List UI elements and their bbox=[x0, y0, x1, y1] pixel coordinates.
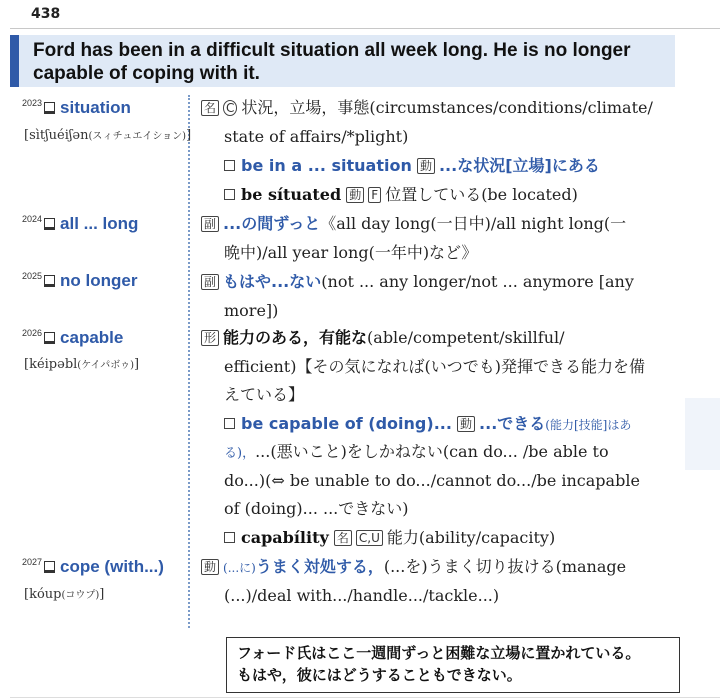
checkbox-icon[interactable] bbox=[44, 561, 55, 573]
definition-text: 状況，立場，事態(circumstances/conditions/climate/ bbox=[241, 98, 653, 117]
phrase-line bbox=[224, 413, 631, 436]
form-tag: F bbox=[368, 187, 381, 203]
column-divider bbox=[188, 95, 190, 628]
entry-headword-situation bbox=[22, 98, 131, 118]
checkbox-icon[interactable] bbox=[224, 189, 235, 200]
definition-text: of (doing)... ...できない) bbox=[224, 499, 409, 518]
headword: capable bbox=[60, 328, 124, 347]
noun-tag: 名 bbox=[201, 100, 219, 116]
page-edge-shade bbox=[685, 398, 720, 470]
bottom-rule bbox=[10, 697, 720, 698]
definition-line bbox=[201, 556, 626, 579]
pronunciation bbox=[24, 586, 104, 602]
definition-text: do...)(⇔ be unable to do.../cannot do.../be incapable bbox=[224, 471, 640, 490]
adjective-tag: 形 bbox=[201, 330, 219, 346]
meaning: 能力のある，有能な bbox=[223, 328, 368, 347]
phrase-note: (能力[技能]はあ bbox=[545, 418, 632, 432]
definition-text: (...)/deal with.../handle.../tackle...) bbox=[224, 586, 500, 605]
adverb-tag: 副 bbox=[201, 274, 219, 290]
phrase-meaning: ...な状況[立場]にある bbox=[438, 156, 600, 175]
pron-end: ] bbox=[134, 357, 140, 372]
definition-line bbox=[201, 271, 634, 293]
verb-tag: 動 bbox=[346, 187, 364, 203]
definition-text: 能力(ability/capacity) bbox=[386, 528, 556, 547]
entry-number: 2025 bbox=[22, 271, 43, 282]
pron-kana: (コウプ) bbox=[61, 590, 100, 601]
definition-line bbox=[201, 97, 653, 119]
definition-line bbox=[224, 498, 409, 520]
entry-number: 2027 bbox=[22, 557, 43, 568]
definition-line bbox=[224, 126, 408, 148]
noun-tag: 名 bbox=[334, 530, 352, 546]
pron-end: ] bbox=[99, 587, 105, 602]
pronunciation bbox=[24, 127, 191, 143]
verb-tag: 動 bbox=[201, 559, 219, 575]
definition-line bbox=[224, 384, 304, 406]
example-sentence-box bbox=[10, 35, 675, 87]
translation-line-2: もはや，彼にはどうすることもできない。 bbox=[237, 666, 522, 684]
pron-ipa: [sìtʃuéiʃən bbox=[24, 128, 89, 143]
definition-text: state of affairs/*plight) bbox=[224, 127, 409, 146]
definition-line bbox=[224, 585, 499, 607]
entry-headword-capable bbox=[22, 328, 123, 348]
definition-line bbox=[201, 213, 626, 235]
definition-text: (able/competent/skillful/ bbox=[367, 328, 565, 347]
pron-end: ] bbox=[186, 128, 192, 143]
definition-line bbox=[201, 327, 565, 349]
phrase-meaning: ...できる bbox=[479, 414, 546, 433]
definition-text: ...(悪いこと)をしかねない(can do... /be able to bbox=[255, 442, 609, 461]
checkbox-icon[interactable] bbox=[224, 160, 235, 171]
definition-text: えている】 bbox=[224, 385, 305, 404]
pron-kana: (スィチュエイション) bbox=[88, 131, 187, 142]
phrase: be capable of (doing)... bbox=[241, 414, 452, 433]
phrase-line bbox=[224, 155, 600, 177]
translation-box bbox=[226, 637, 680, 693]
definition-text: more]) bbox=[224, 301, 279, 320]
verb-tag: 動 bbox=[417, 158, 435, 174]
definition-line bbox=[224, 300, 278, 322]
definition-line bbox=[224, 441, 609, 465]
translation-line-1: フォード氏はここ一週間ずっと困難な立場に置かれている。 bbox=[237, 644, 641, 662]
phrase-note: (...に) bbox=[223, 561, 256, 575]
page-number: 438 bbox=[31, 6, 61, 22]
adverb-tag: 副 bbox=[201, 216, 219, 232]
definition-text: efficient)【その気になれば(いつでも)発揮できる能力を備 bbox=[224, 357, 645, 376]
derivative-word: be sítuated bbox=[241, 185, 342, 204]
checkbox-icon[interactable] bbox=[44, 102, 55, 114]
pronunciation bbox=[24, 356, 139, 372]
definition-text: (...を)うまく切り抜ける(manage bbox=[383, 557, 627, 576]
countability-tag: C,U bbox=[356, 530, 383, 546]
derivative-line bbox=[224, 184, 578, 206]
definition-text: (not ... any longer/not ... anymore [any bbox=[321, 272, 634, 291]
headword: all ... long bbox=[60, 214, 139, 233]
definition-text: 《all day long(一日中)/all night long(一 bbox=[320, 214, 627, 233]
entry-headword-all-long bbox=[22, 214, 138, 234]
derivative-line bbox=[224, 527, 555, 549]
definition-line bbox=[224, 470, 640, 492]
phrase-note: る)， bbox=[224, 446, 256, 461]
pron-kana: (ケイパボゥ) bbox=[77, 360, 134, 371]
definition-line bbox=[224, 356, 645, 378]
definition-text: 晩中)/all year long(一年中)など》 bbox=[224, 243, 478, 262]
entry-number: 2023 bbox=[22, 98, 43, 109]
checkbox-icon[interactable] bbox=[44, 275, 55, 287]
headword: cope (with...) bbox=[60, 557, 164, 576]
phrase: be in a ... situation bbox=[241, 156, 412, 175]
headword: no longer bbox=[60, 271, 138, 290]
countable-tag: C bbox=[223, 100, 237, 116]
entry-headword-no-longer bbox=[22, 271, 137, 291]
checkbox-icon[interactable] bbox=[44, 218, 55, 230]
meaning: もはや...ない bbox=[223, 272, 322, 291]
definition-text: 位置している(be located) bbox=[385, 185, 578, 204]
pron-ipa: [kéipəbl bbox=[24, 357, 78, 372]
checkbox-icon[interactable] bbox=[224, 532, 235, 543]
top-rule bbox=[10, 28, 720, 29]
derivative-word: capabílity bbox=[241, 528, 329, 547]
entry-number: 2026 bbox=[22, 328, 43, 339]
meaning: ...の間ずっと bbox=[223, 214, 321, 233]
definition-line bbox=[224, 242, 477, 264]
checkbox-icon[interactable] bbox=[224, 418, 235, 429]
headword: situation bbox=[60, 98, 131, 117]
example-sentence-line-2: capable of coping with it. bbox=[33, 63, 260, 84]
entry-number: 2024 bbox=[22, 214, 43, 225]
pron-ipa: [kóup bbox=[24, 587, 62, 602]
meaning: うまく対処する， bbox=[255, 557, 384, 576]
example-sentence-line-1: Ford has been in a difficult situation all week long. He is no longer bbox=[33, 40, 631, 61]
checkbox-icon[interactable] bbox=[44, 332, 55, 344]
entry-headword-cope bbox=[22, 557, 164, 577]
verb-tag: 動 bbox=[457, 416, 475, 432]
